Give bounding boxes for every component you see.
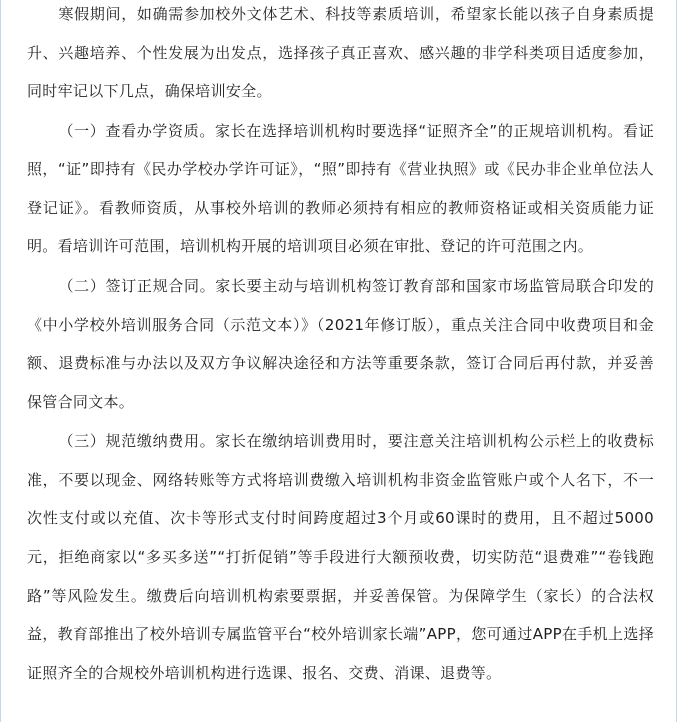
paragraph-intro: 寒假期间，如确需参加校外文体艺术、科技等素质培训，希望家长能以孩子自身素质提升、兴趣培养、个性发展为出发点，选择孩子真正喜欢、感兴趣的非学科类项目适度参加，同时牢记以下几点，确保培训安全。 [27,5,654,101]
paragraph-sign-contract: （二）签订正规合同。家长要主动与培训机构签订教育部和国家市场监管局联合印发的《中小学校外培训服务合同（示范文本）》（2021年修订版），重点关注合同中收费项目和金额、退费标准与办法以及双方争议解决途径和方法等重要条款，签订合同后再付款，并妥善保管合同文本。 [27,276,654,411]
paragraph-check-qualification: （一）查看办学资质。家长在选择培训机构时要选择“证照齐全”的正规培训机构。看证照，“证”即持有《民办学校办学许可证》，“照”即持有《营业执照》或《民办非企业单位法人登记证》。看教师资质，从事校外培训的教师必须持有相应的教师资格证或相关资质能力证明。看培训许可范围，培训机构开展的培训项目必须在审批、登记的许可范围之内。 [27,121,654,256]
article-body [1,0,676,692]
paragraph-pay-fees: （三）规范缴纳费用。家长在缴纳培训费用时，要注意关注培训机构公示栏上的收费标准，不要以现金、网络转账等方式将培训费缴入培训机构非资金监管账户或个人名下，不一次性支付或以充值、次卡等形式支付时间跨度超过3个月或60课时的费用，且不超过5000元，拒绝商家以“多买多送”“打折促销”等手段进行大额预收费，切实防范“退费难”“卷钱跑路”等风险发生。缴费后向培训机构索要票据，并妥善保管。为保障学生（家长）的合法权益，教育部推出了校外培训专属监管平台“校外培训家长端”APP，您可通过APP在手机上选择证照齐全的合规校外培训机构进行选课、报名、交费、消课、退费等。 [27,432,654,682]
